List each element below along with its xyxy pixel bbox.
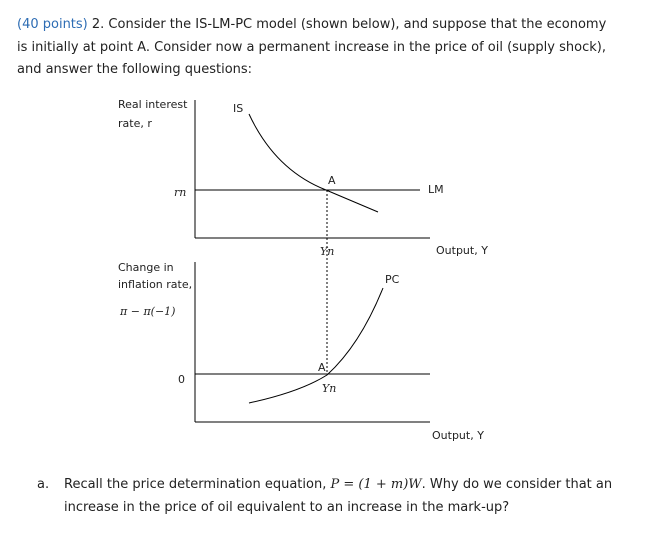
question-body: 2. Consider the IS-LM-PC model (shown below), and suppose that the economy is initially at point A. Consider now a permanent increase in the price of oil (supply shock), and answer the following questions: bbox=[17, 17, 607, 77]
is-lm-graph bbox=[118, 98, 488, 373]
top-ylabel-line2: rate, r bbox=[118, 117, 152, 130]
top-point-a-label: A bbox=[328, 174, 336, 187]
part-a-letter: a. bbox=[37, 477, 50, 492]
question-points: (40 points) bbox=[17, 17, 88, 32]
price-equation: P = (1 + m)W bbox=[330, 477, 422, 492]
top-ylabel-line1: Real interest bbox=[118, 98, 188, 111]
lm-label: LM bbox=[428, 183, 444, 196]
bottom-point-a-label: A bbox=[318, 361, 326, 374]
is-curve bbox=[249, 114, 378, 212]
rn-label: rn bbox=[174, 186, 187, 199]
bottom-yn-label: Yn bbox=[322, 382, 337, 395]
is-label: IS bbox=[233, 102, 244, 115]
pc-label: PC bbox=[385, 273, 400, 286]
bottom-ylabel-line2: inflation rate, bbox=[118, 278, 193, 291]
part-a-text-after: . Why do we consider that an increase in the price of oil equivalent to an increase in the mark-up? bbox=[64, 477, 613, 515]
bottom-xlabel: Output, Y bbox=[432, 429, 484, 442]
part-a-body bbox=[64, 474, 627, 519]
part-a-question bbox=[37, 474, 627, 519]
pc-graph bbox=[118, 261, 484, 442]
bottom-ylabel-formula: π − π(−1) bbox=[120, 305, 176, 318]
part-a-text-before: Recall the price determination equation, bbox=[64, 477, 331, 492]
top-xlabel: Output, Y bbox=[436, 244, 488, 257]
top-yn-label: Yn bbox=[320, 245, 335, 258]
bottom-ylabel-line1: Change in bbox=[118, 261, 174, 274]
pc-curve bbox=[249, 288, 383, 403]
zero-label: 0 bbox=[178, 373, 185, 386]
